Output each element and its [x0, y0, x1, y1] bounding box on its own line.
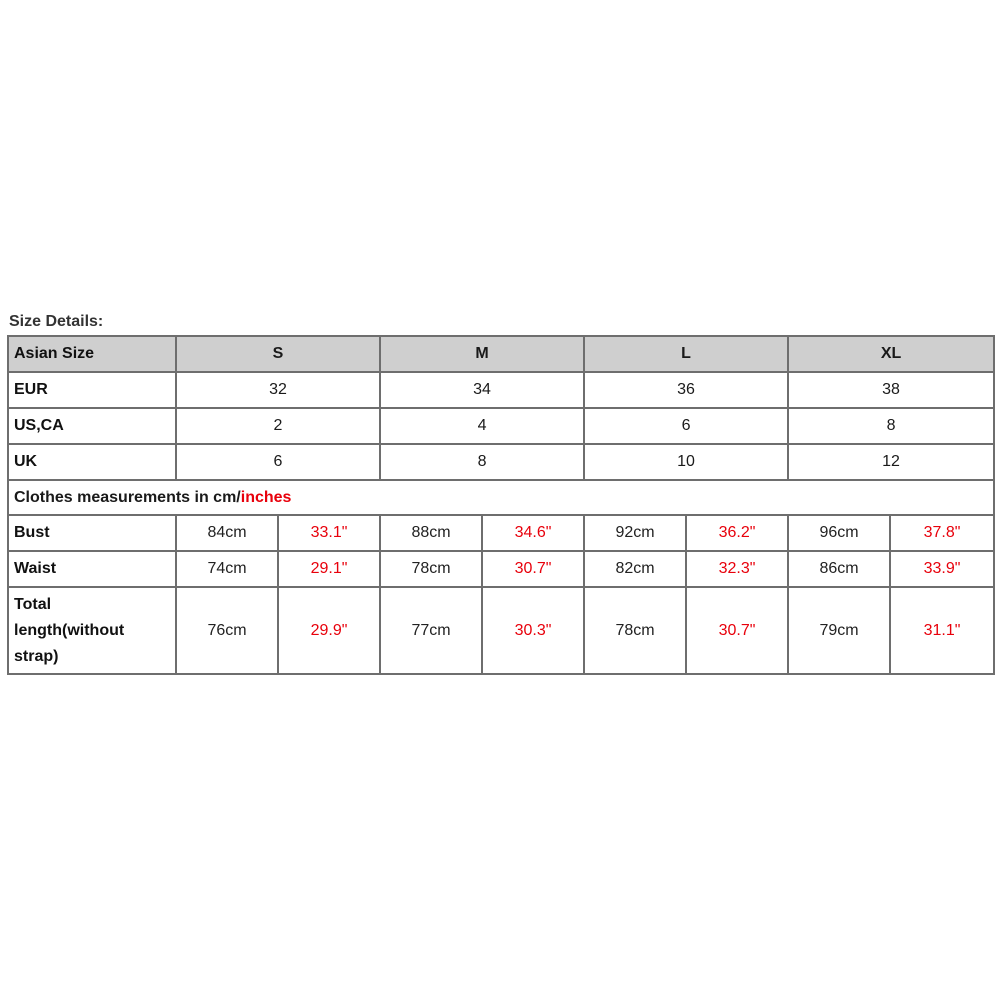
row-label-line: length(without — [14, 621, 125, 639]
inch-cell: 30.3" — [482, 587, 584, 674]
measurement-row-bust — [8, 515, 994, 551]
table-cell: 36 — [584, 372, 788, 408]
cm-cell: 74cm — [176, 551, 278, 587]
cm-cell: 88cm — [380, 515, 482, 551]
cm-cell: 96cm — [788, 515, 890, 551]
conversion-row-uk — [8, 444, 994, 480]
table-cell: 4 — [380, 408, 584, 444]
row-label-line: Total — [14, 595, 52, 613]
conversion-row-us-ca — [8, 408, 994, 444]
section-title-prefix: Clothes measurements in cm/ — [14, 488, 241, 506]
section-title — [8, 480, 994, 515]
cm-cell: 79cm — [788, 587, 890, 674]
size-header-m: M — [380, 336, 584, 372]
cm-cell: 86cm — [788, 551, 890, 587]
section-title-highlight: inches — [240, 488, 292, 506]
cm-cell: 78cm — [380, 551, 482, 587]
size-header-l: L — [584, 336, 788, 372]
inch-cell: 30.7" — [686, 587, 788, 674]
table-cell: 34 — [380, 372, 584, 408]
row-label: UK — [8, 444, 176, 480]
inch-cell: 30.7" — [482, 551, 584, 587]
inch-cell: 31.1" — [890, 587, 994, 674]
table-cell: 8 — [788, 408, 994, 444]
cm-cell: 76cm — [176, 587, 278, 674]
size-header-row — [8, 336, 994, 372]
table-cell: 10 — [584, 444, 788, 480]
inch-cell: 37.8" — [890, 515, 994, 551]
measurement-row-waist — [8, 551, 994, 587]
table-cell: 2 — [176, 408, 380, 444]
cm-cell: 84cm — [176, 515, 278, 551]
table-cell: 8 — [380, 444, 584, 480]
inch-cell: 32.3" — [686, 551, 788, 587]
inch-cell: 29.1" — [278, 551, 380, 587]
cm-cell: 77cm — [380, 587, 482, 674]
inch-cell: 34.6" — [482, 515, 584, 551]
table-cell: 6 — [584, 408, 788, 444]
inch-cell: 33.9" — [890, 551, 994, 587]
cm-cell: 82cm — [584, 551, 686, 587]
row-label: Waist — [8, 551, 176, 587]
size-header-xl: XL — [788, 336, 994, 372]
table-cell: 12 — [788, 444, 994, 480]
row-label: US,CA — [8, 408, 176, 444]
row-label: EUR — [8, 372, 176, 408]
conversion-row-eur — [8, 372, 994, 408]
measurements-section-row — [8, 480, 994, 515]
table-cell: 38 — [788, 372, 994, 408]
inch-cell: 36.2" — [686, 515, 788, 551]
size-details-caption: Size Details: — [9, 313, 104, 330]
size-header-s: S — [176, 336, 380, 372]
table-cell: 32 — [176, 372, 380, 408]
size-chart-table — [7, 335, 995, 675]
cm-cell: 92cm — [584, 515, 686, 551]
table-cell: 6 — [176, 444, 380, 480]
inch-cell: 33.1" — [278, 515, 380, 551]
row-label: Bust — [8, 515, 176, 551]
measurement-row-total-length — [8, 587, 994, 674]
row-label-line: strap) — [14, 647, 59, 665]
cm-cell: 78cm — [584, 587, 686, 674]
header-label: Asian Size — [8, 336, 176, 372]
inch-cell: 29.9" — [278, 587, 380, 674]
row-label — [8, 587, 176, 674]
